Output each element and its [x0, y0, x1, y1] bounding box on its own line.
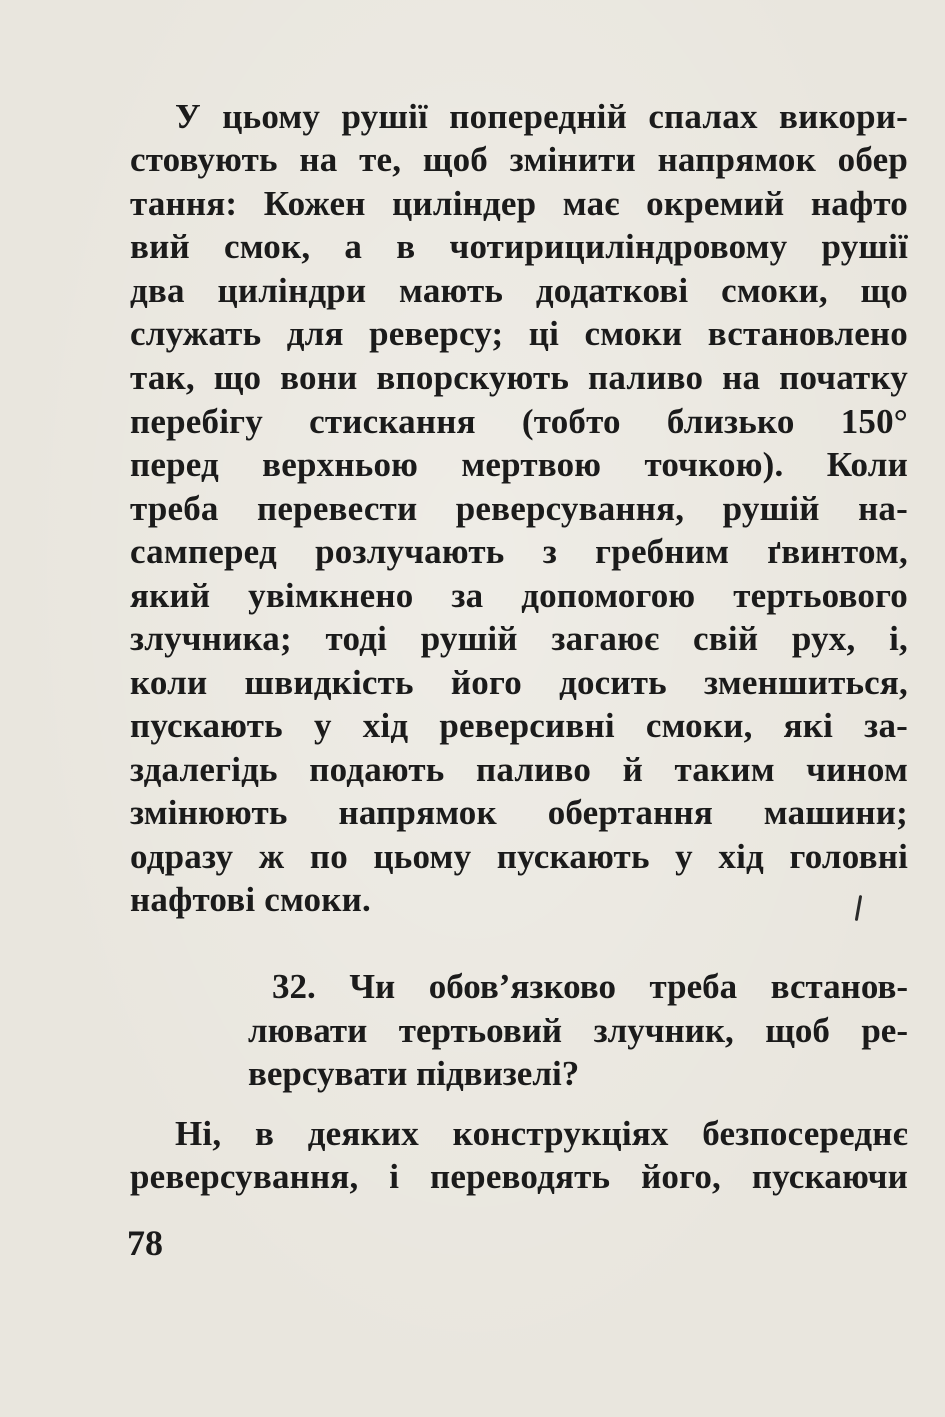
text-line: Ні, в деяких конструкціях безпосереднє: [175, 1114, 908, 1153]
text-line: злучника; тоді рушій загаює свій рух, і,: [130, 619, 908, 658]
question-line: лювати тертьовий злучник, щоб ре-: [248, 1011, 908, 1050]
text-line: самперед розлучають з гребним ґвинтом,: [130, 532, 908, 571]
question-line: [272, 966, 908, 1008]
text-line: У цьому рушії попередній спалах викори-: [175, 97, 908, 136]
text-line: перед верхньою мертвою точкою). Коли: [130, 445, 908, 484]
text-line: так, що вони впорскують паливо на початку: [130, 358, 908, 397]
text-line: два циліндри мають додаткові смоки, що: [130, 271, 908, 310]
text-line: реверсування, і переводять його, пускаючи: [130, 1157, 908, 1196]
question-number: 32.: [272, 967, 316, 1006]
page-number: 78: [127, 1223, 163, 1263]
text-line: перебігу стискання (тобто близько 150°: [130, 402, 908, 441]
text-line: який увімкнено за допомогою тертьового: [130, 576, 908, 615]
text-line: стовують на те, щоб змінити напрямок обер: [130, 140, 908, 179]
text-line: нафтові смоки.: [130, 880, 371, 919]
text-line: коли швидкість його досить зменшиться,: [130, 663, 908, 702]
question-text: Чи обов’язково треба встанов-: [349, 967, 909, 1006]
text-line: одразу ж по цьому пускають у хід головні: [130, 837, 908, 876]
text-line: здалегідь подають паливо й таким чином: [130, 750, 908, 789]
text-line: пускають у хід реверсивні смоки, які за-: [130, 706, 908, 745]
text-line: вий смок, а в чотирициліндровому рушії: [130, 227, 908, 266]
question-line: версувати підвизелі?: [248, 1054, 580, 1093]
text-line: треба перевести реверсування, рушій на-: [130, 489, 908, 528]
text-line: змінюють напрямок обертання машини;: [130, 793, 908, 832]
text-line: тання: Кожен циліндер має окремий нафто: [130, 184, 908, 223]
text-line: служать для реверсу; ці смоки встановлено: [130, 314, 908, 353]
